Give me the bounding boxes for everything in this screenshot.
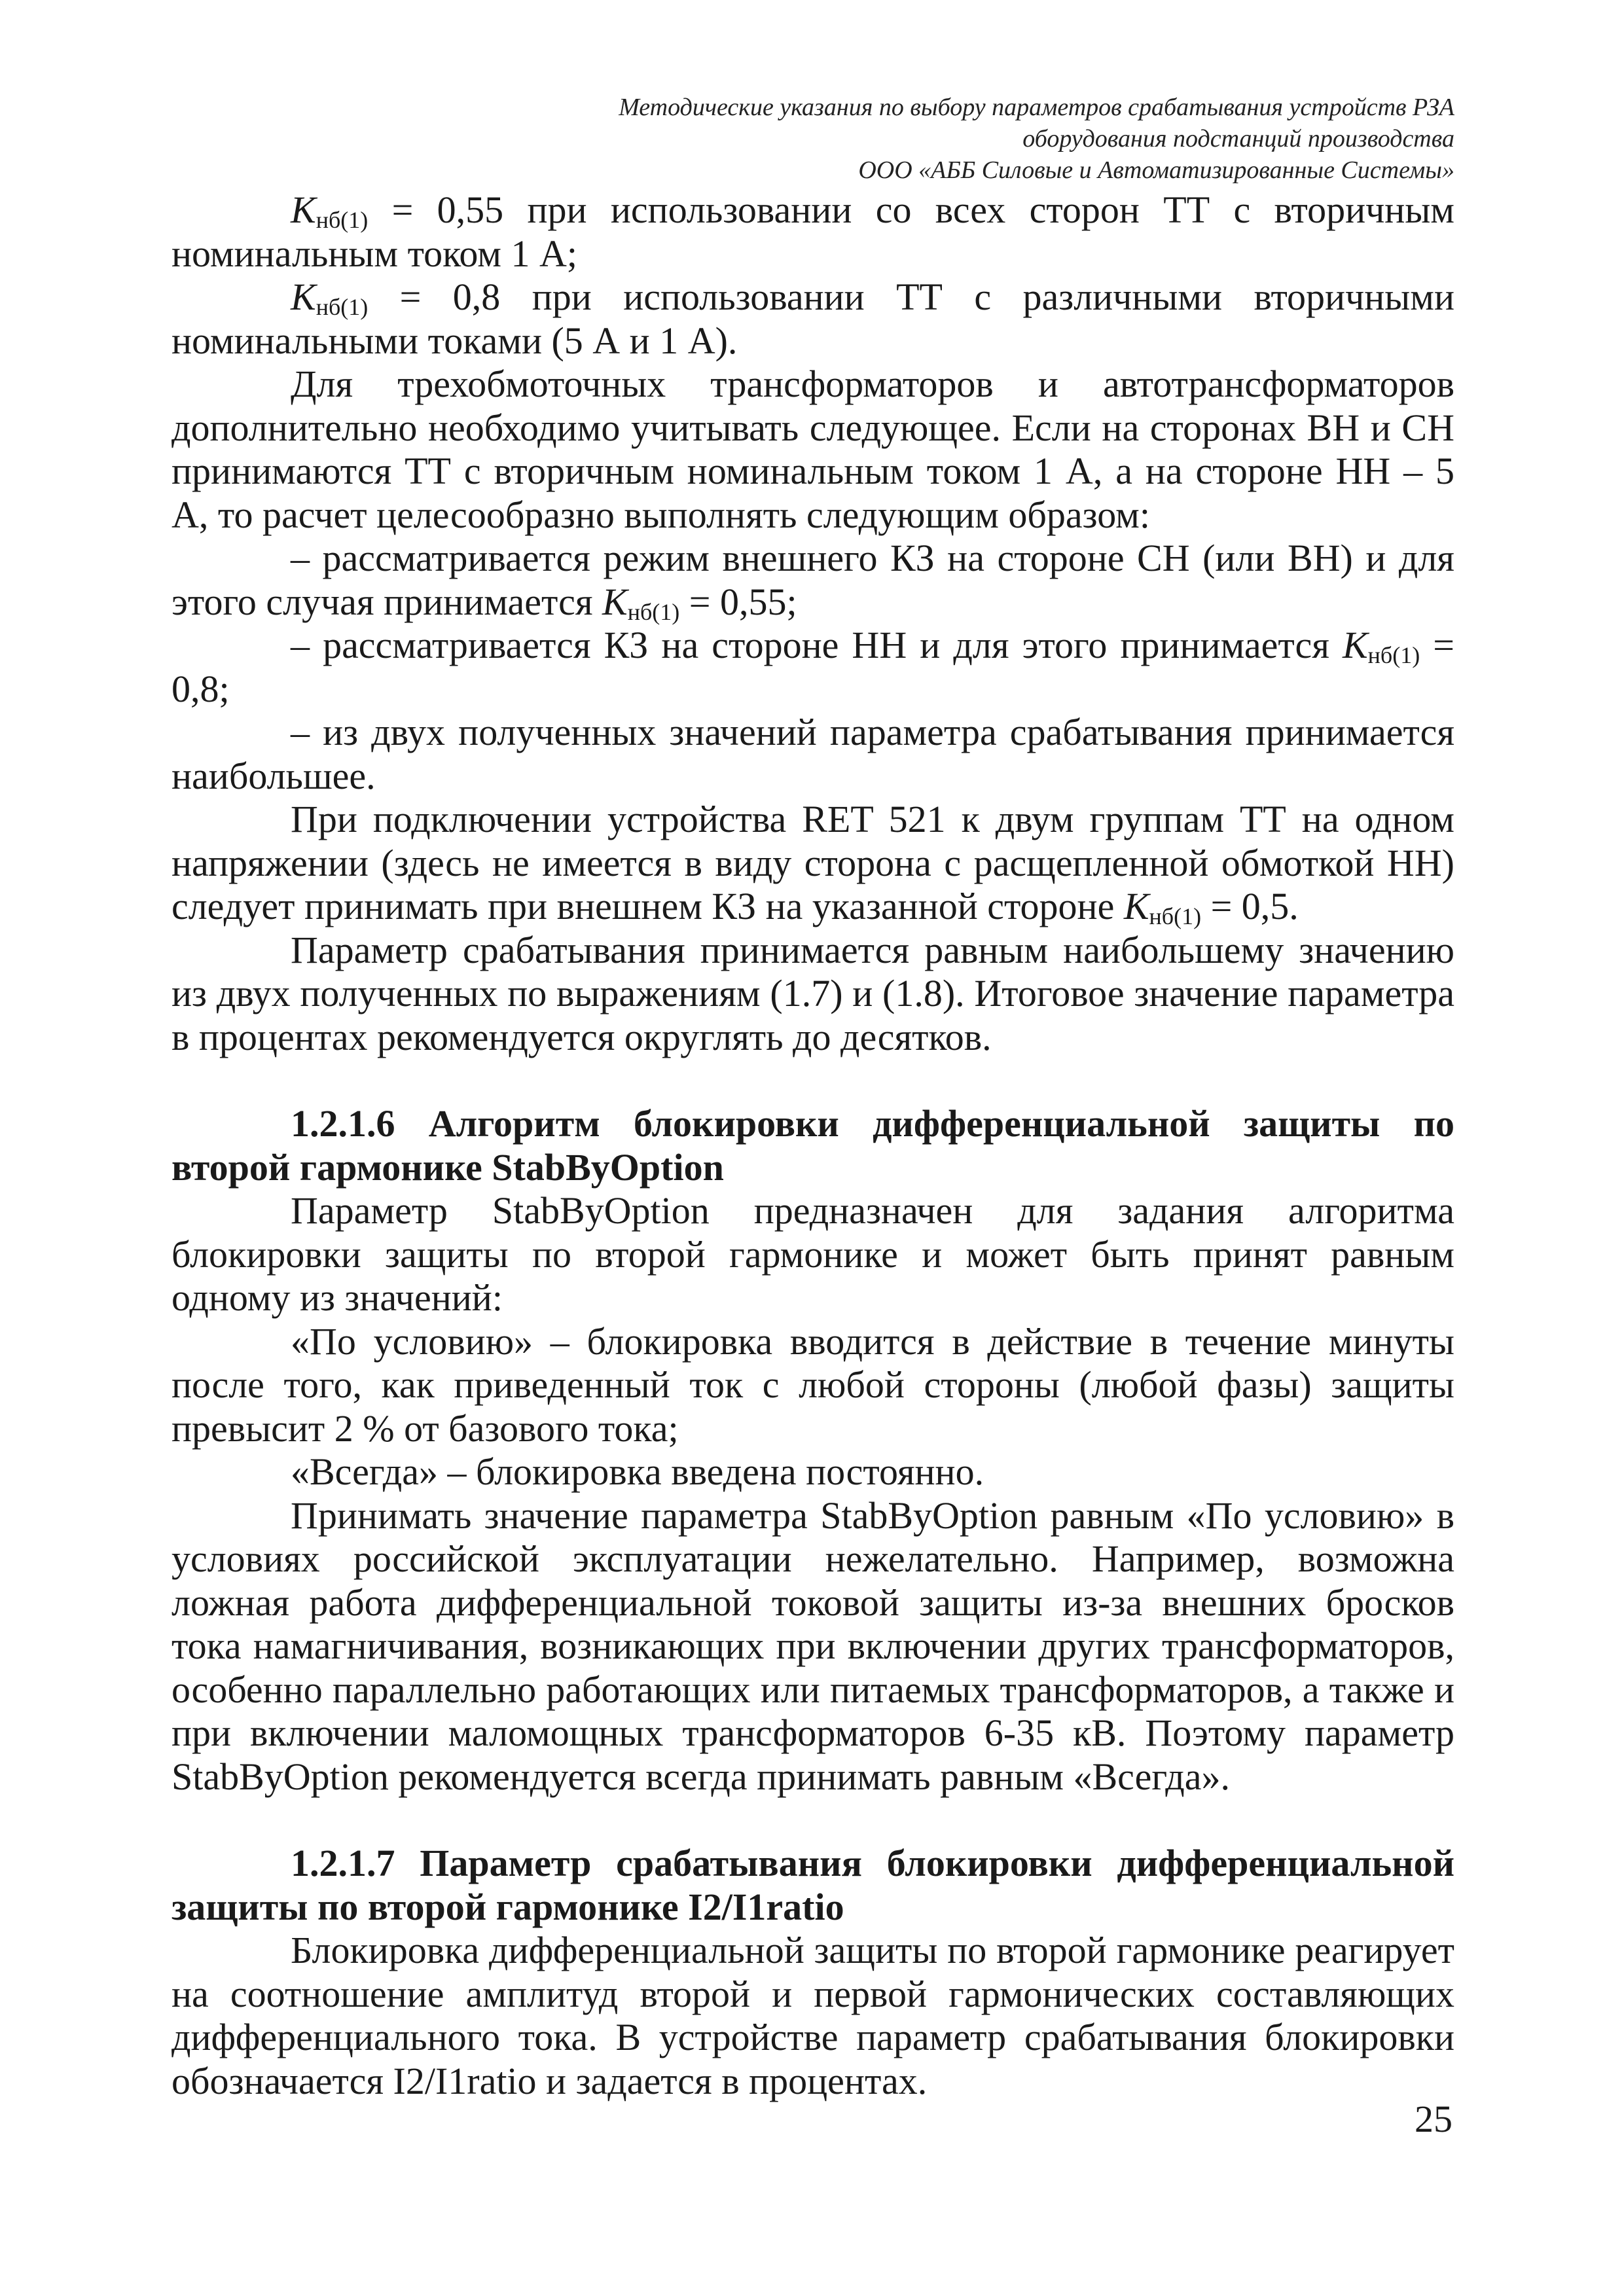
coefficient-symbol: $K_{нб(1)}$ (291, 188, 369, 233)
paragraph: $K_{нб(1)} = 0,55$ при использовании со всех сторон ТТ с вторичным номинальным током 1 А; (171, 188, 1454, 275)
paragraph: Параметр срабатывания принимается равным наибольшему значению из двух полученных по выражениям (1.7) и (1.8). Итоговое значение параметра в процентах рекомендуется округлять до десятков. (171, 928, 1454, 1058)
coefficient-symbol: $K_{нб(1)}$ (291, 276, 369, 320)
document-page (171, 92, 1454, 2251)
header-line-2: оборудования подстанций производства (1022, 125, 1454, 152)
paragraph: $K_{нб(1)} = 0,8$ при использовании ТТ с различными вторичными номинальными токами (5 А и 1 А). (171, 276, 1454, 362)
page-number: 25 (1415, 2098, 1453, 2140)
paragraph: «По условию» – блокировка вводится в действие в течение минуты после того, как приведенный ток с любой стороны (любой фазы) защиты превысит 2 % от базового тока; (171, 1319, 1454, 1450)
coefficient-symbol: $K_{нб(1)}$ (1342, 624, 1420, 668)
coefficient-symbol: $K_{нб(1)}$ (602, 580, 680, 625)
paragraph: Для трехобмоточных трансформаторов и автотрансформаторов дополнительно необходимо учитывать следующее. Если на сторонах ВН и СН принимаются ТТ с вторичным номинальным током 1 А, а на стороне НН – 5 А, то расчет целесообразно выполнять следующим образом: (171, 363, 1454, 536)
body-text (171, 188, 1454, 2103)
header-line-1: Методические указания по выбору параметров срабатывания устройств РЗА (619, 94, 1454, 121)
paragraph: – из двух полученных значений параметра срабатывания принимается наибольшее. (171, 711, 1454, 797)
section-heading-1-2-1-6: 1.2.1.6 Алгоритм блокировки дифференциальной защиты по второй гармонике StabByOption (171, 1102, 1454, 1189)
paragraph: При подключении устройства RET 521 к двум группам ТТ на одном напряжении (здесь не имеется в виду сторона с расщепленной обмоткой НН) следует принимать при внешнем КЗ на указанной стороне $K_{нб(1)} = 0,5$. (171, 798, 1454, 929)
paragraph: Блокировка дифференциальной защиты по второй гармонике реагирует на соотношение амплитуд второй и первой гармонических составляющих дифференциального тока. В устройстве параметр срабатывания блокировки обозначается I2/I1ratio и задается в процентах. (171, 1929, 1454, 2102)
paragraph: «Всегда» – блокировка введена постоянно. (291, 1450, 984, 1493)
paragraph: – рассматривается режим внешнего КЗ на стороне СН (или ВН) и для этого случая принимается $K_{нб(1)} = 0,55$; (171, 537, 1454, 625)
coefficient-symbol: $K_{нб(1)}$ (1123, 885, 1202, 929)
section-heading-1-2-1-7: 1.2.1.7 Параметр срабатывания блокировки дифференциальной защиты по второй гармонике I2/I1ratio (171, 1842, 1454, 1928)
paragraph: Параметр StabByOption предназначен для задания алгоритма блокировки защиты по второй гармонике и может быть принят равным одному из значений: (171, 1189, 1454, 1319)
paragraph: Принимать значение параметра StabByOption равным «По условию» в условиях российской эксплуатации нежелательно. Например, возможна ложная работа дифференциальной токовой защиты из-за внешних бросков тока намагничивания, возникающих при включении других трансформаторов, особенно параллельно работающих или питаемых трансформаторов, а также и при включении маломощных трансформаторов 6-35 кВ. Поэтому параметр StabByOption рекомендуется всегда принимать равным «Всегда». (171, 1494, 1454, 1798)
running-header (171, 92, 1454, 186)
header-line-3: ООО «АББ Силовые и Автоматизированные Системы» (858, 156, 1454, 184)
paragraph: – рассматривается КЗ на стороне НН и для этого принимается $K_{нб(1)} = 0,8$; (171, 624, 1454, 710)
